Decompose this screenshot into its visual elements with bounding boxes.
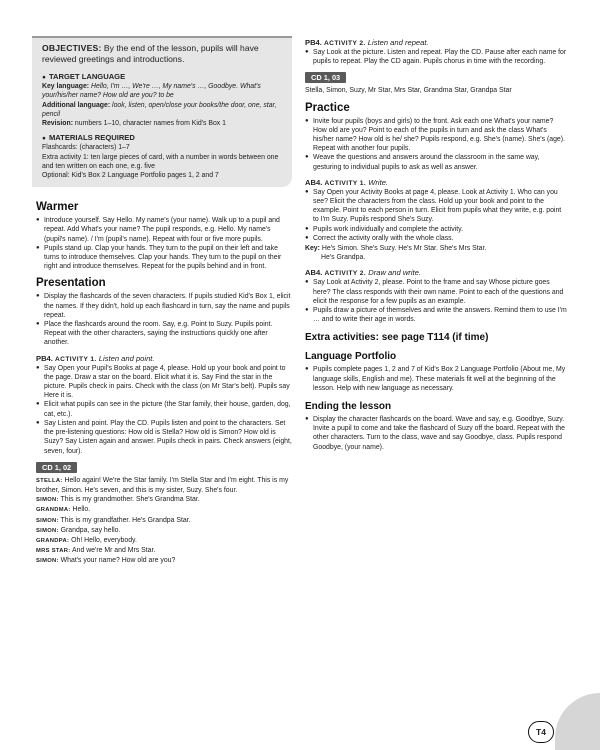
additional-language (42, 101, 284, 119)
activity-title: Write. (368, 177, 389, 187)
revision-label: Revision: (42, 120, 74, 128)
ab4-activity1-list (305, 188, 567, 243)
ab4-activity2-heading (305, 268, 567, 277)
answer-key (305, 244, 567, 262)
answer-key-label: Key: (305, 245, 320, 253)
activity-title: Listen and point. (98, 353, 155, 363)
line-text: This is my grandmother. She's Grandma Star. (58, 496, 200, 504)
activity-code: PB4. (36, 353, 53, 363)
left-column (36, 36, 292, 567)
warmer-heading: Warmer (36, 201, 79, 214)
materials-line: Flashcards: (characters) 1–7 (42, 144, 130, 152)
activity-number: ACTIVITY 2. (324, 40, 366, 47)
right-column (305, 38, 567, 452)
language-portfolio-heading: Language Portfolio (305, 351, 397, 363)
pb4-activity2-heading (305, 38, 567, 47)
page-number: T4 (528, 721, 554, 743)
activity-code: AB4. (305, 268, 323, 278)
revision (42, 119, 284, 128)
activity-number: ACTIVITY 1. (324, 179, 367, 187)
pb4-activity2-list (305, 48, 567, 66)
list-item: ● Introduce yourself. Say Hello. My name's (your name). Walk up to a pupil and repeat. Add What's your name? The pupil responds, e.g. Hello. My name's (pupil's name). / I'm (pupil's name). Repeat with four or five more pupils. (36, 216, 292, 244)
list-item: ● Elicit what pupils can see in the picture (the Star family, their house, garden, dog, cat, etc.). (36, 400, 292, 418)
activity-code: PB4. (305, 38, 322, 47)
speaker: GRANDMA: (36, 507, 71, 514)
line-text: And we're Mr and Mrs Star. (70, 547, 156, 555)
list-item: ● Say Open your Pupil's Books at page 4, please. Hold up your book and point to the page. Draw a star on the board. Elicit what it is. Say Find the star in the picture. Pupils check in pairs. Check with the class (on Mr Star's belt). Pupils say Here it is. (36, 364, 292, 401)
script-line (36, 546, 292, 556)
presentation-heading: Presentation (36, 277, 106, 290)
materials-heading: ● MATERIALS REQUIRED (42, 133, 284, 143)
list-item: ● Say Look at the picture. Listen and repeat. Play the CD. Pause after each name for pupils to repeat. Play the CD again. Pupils chorus in time with the recording. (305, 48, 567, 66)
line-text: Grandpa, say hello. (58, 526, 121, 534)
warmer-list (36, 216, 292, 271)
speaker: SIMON: (36, 517, 59, 524)
audio-script-names: Stella, Simon, Suzy, Mr Star, Mrs Star, Grandma Star, Grandpa Star (305, 87, 512, 95)
key-language-label: Key language: (42, 83, 90, 91)
objectives-lead (42, 43, 284, 65)
key-language (42, 82, 284, 100)
portfolio-list (305, 365, 567, 393)
speaker: GRANDPA: (36, 537, 70, 544)
cd-track-badge: CD 1, 02 (36, 462, 77, 473)
speaker: MRS STAR: (36, 548, 71, 555)
speaker: SIMON: (36, 527, 59, 534)
list-item: ● Say Look at Activity 2, please. Point to the frame and say Whose picture goes here? The class responds with their own name. Point to each of the questions and elicit the response for a few pupils as an example. (305, 278, 567, 306)
additional-language-label: Additional language: (42, 101, 111, 109)
answer-key-text: He's Simon. She's Suzy. He's Mr Star. She's Mrs Star. (319, 245, 487, 253)
practice-list (305, 117, 567, 172)
objectives-box (32, 36, 292, 187)
list-item: ● Correct the activity orally with the whole class. (305, 234, 567, 243)
pb4-activity1-list (36, 364, 292, 456)
audio-script (36, 476, 292, 567)
pb4-activity1-heading (36, 354, 292, 363)
list-item: ● Display the character flashcards on the board. Wave and say, e.g. Goodbye, Suzy. Invite a pupil to come and take the flashcard of Suzy off the board. Repeat with the other characters. Turn to the class, wave and say Goodbye, class. Pupils respond Goodbye, (your name). (305, 415, 567, 452)
materials-line: Optional: Kid's Box 2 Language Portfolio pages 1, 2 and 7 (42, 172, 219, 180)
activity-code: AB4. (305, 177, 323, 187)
script-line (36, 556, 292, 566)
script-line (36, 495, 292, 505)
activity-title: Listen and repeat. (367, 38, 429, 47)
script-line (36, 536, 292, 546)
list-item: ● Say Open your Activity Books at page 4, please. Look at Activity 1. Who can you see? Elicit the characters from the class. Hold up your book and point to the example. Point to each person in turn. Elicit from pupils what they write, e.g. point to I'm Suzy. Pupils respond She's Suzy. (305, 188, 567, 225)
list-item: ● Pupils stand up. Clap your hands. They turn to the pupil on their left and take turns to introduce themselves. Clap your hands. They turn to the pupil on their right and introduce themselves. Repeat for the pupils behind and in front. (36, 244, 292, 272)
list-item: ● Weave the questions and answers around the classroom in the same way, gesturing to individual pupils to ask as well as answer. (305, 153, 567, 171)
practice-heading: Practice (305, 101, 350, 114)
page-corner-decoration (555, 693, 600, 750)
list-item: ● Pupils complete pages 1, 2 and 7 of Kid's Box 2 Language Portfolio (About me, My language skills, English and me). These materials fit well at the beginning of the lesson. Help with new language as necessary. (305, 365, 567, 393)
extra-activities-heading: Extra activities: see page T114 (if time) (305, 332, 489, 344)
list-item: ● Place the flashcards around the room. Say, e.g. Point to Suzy. Pupils point. Repeat with the other characters, saying the instructions quickly one after another. (36, 320, 292, 348)
objectives-label: OBJECTIVES: (42, 43, 102, 53)
line-text: Hello again! We're the Star family. I'm Stella Star and I'm eight. This is my brother, Simon. He's seven, and this is my sister, Suzy. She's four. (36, 476, 289, 494)
ab4-activity2-list (305, 278, 567, 324)
list-item: ● Say Listen and point. Play the CD. Pupils listen and point to the characters. Set the pre-listening questions: How old is Stella? How old is Simon? How old is Suzy? Say Listen again and answer. Pupils check in pairs. Check answers (eight, seven, four). (36, 419, 292, 456)
ending-heading: Ending the lesson (305, 401, 392, 413)
revision-text: numbers 1–10, character names from Kid's Box 1 (73, 120, 226, 128)
activity-number: ACTIVITY 1. (55, 355, 97, 363)
ending-list (305, 415, 567, 452)
line-text: Oh! Hello, everybody. (69, 536, 137, 544)
list-item: ● Pupils draw a picture of themselves and write the answers. Remind them to use I'm … and to write their age in words. (305, 306, 567, 324)
line-text: What's your name? How old are you? (58, 557, 176, 565)
list-item: ● Pupils work individually and complete the activity. (305, 225, 567, 234)
activity-number: ACTIVITY 2. (324, 270, 367, 278)
line-text: This is my grandfather. He's Grandpa Star. (58, 516, 191, 524)
presentation-list (36, 292, 292, 347)
speaker: SIMON: (36, 497, 59, 504)
objectives-text: By the end of the lesson, pupils will have reviewed greetings and introductions. (42, 43, 259, 64)
line-text: Hello. (70, 506, 91, 514)
cd-track-badge: CD 1, 03 (305, 72, 346, 83)
key-language-text: Hello, I'm …, We're …, My name's …, Goodbye. What's your/his/her name? How old are you? to be (42, 83, 261, 100)
activity-title: Draw and write. (368, 268, 421, 278)
speaker: STELLA: (36, 477, 63, 484)
list-item: ● Display the flashcards of the seven characters. If pupils studied Kid's Box 1, elicit the names. If they didn't, hold up each flashcard in turn, say the name and pupils repeat. (36, 292, 292, 320)
script-line (36, 476, 292, 495)
target-language-heading: ● TARGET LANGUAGE (42, 72, 284, 82)
ab4-activity1-heading (305, 178, 567, 187)
answer-key-text: He's Grandpa. (321, 254, 366, 262)
script-line (36, 505, 292, 515)
list-item: ● Invite four pupils (boys and girls) to the front. Ask each one What's your name? How old are you? Point to each of the pupils in turn and ask the class What's his/her name? How old is he/ she? Pupils respond, e.g. She's (name). She's (age). Repeat with another four pupils. (305, 117, 567, 154)
script-line (36, 526, 292, 536)
speaker: SIMON: (36, 558, 59, 565)
script-line (36, 516, 292, 526)
additional-language-text: look, listen, open/close your books/the door, one, star, pencil (42, 101, 277, 118)
materials-line: Extra activity 1: ten large pieces of card, with a number in words between one and ten written on each one, e.g. five (42, 153, 279, 170)
